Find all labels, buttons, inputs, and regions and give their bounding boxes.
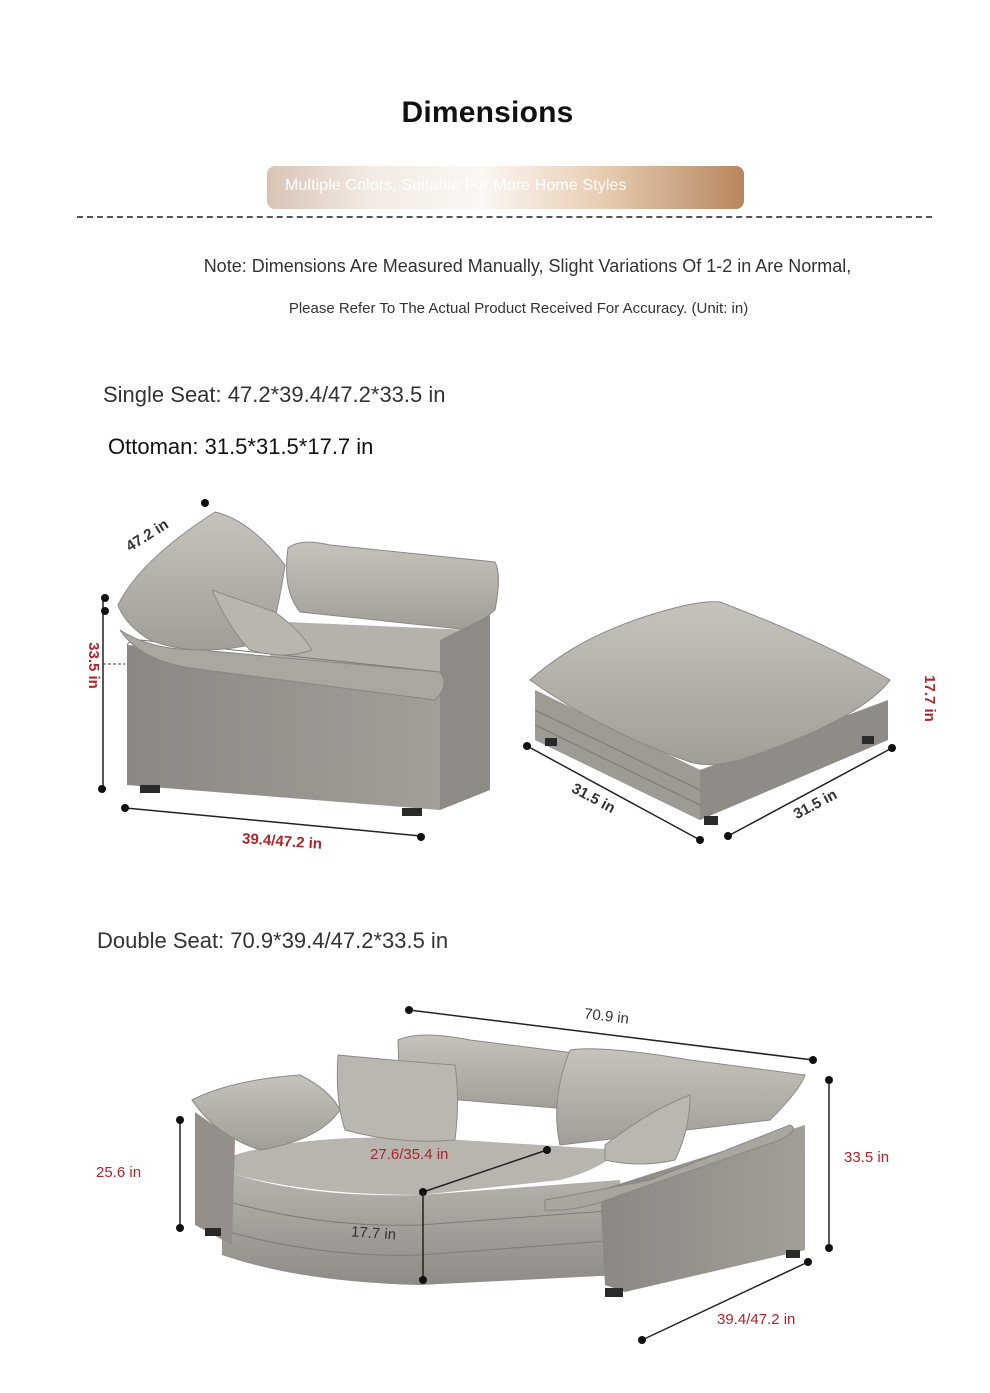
double-seat-spec: Double Seat: 70.9*39.4/47.2*33.5 in xyxy=(97,928,449,953)
single-seat-illustration xyxy=(98,499,499,841)
page-title: Dimensions xyxy=(401,96,574,129)
single-seat-depth-label: 47.2 in xyxy=(123,515,172,556)
double-seat-seat-depth-label: 27.6/35.4 in xyxy=(370,1146,449,1163)
ottoman-height-label: 17.7 in xyxy=(920,675,938,722)
note-line-2: Please Refer To The Actual Product Received For Accuracy. (Unit: in) xyxy=(288,300,749,317)
ottoman-illustration xyxy=(523,602,896,844)
note-line-1: Note: Dimensions Are Measured Manually, Slight Variations Of 1-2 in Are Normal, xyxy=(203,256,852,276)
single-seat-spec: Single Seat: 47.2*39.4/47.2*33.5 in xyxy=(103,382,446,407)
single-seat-width-label: 39.4/47.2 in xyxy=(241,830,323,853)
double-seat-width-label: 70.9 in xyxy=(583,1005,630,1028)
ottoman-right-label: 31.5 in xyxy=(790,786,840,823)
single-seat-height-label: 33.5 in xyxy=(84,642,102,689)
double-seat-height-label: 33.5 in xyxy=(844,1149,890,1166)
ottoman-left-label: 31.5 in xyxy=(568,780,618,817)
double-seat-depth-label: 39.4/47.2 in xyxy=(717,1311,796,1328)
banner-text: Multiple Colors, Suitable For More Home Styles xyxy=(285,177,627,194)
double-seat-illustration xyxy=(176,1006,833,1344)
double-seat-arm-height-label: 25.6 in xyxy=(96,1164,142,1181)
ottoman-spec: Ottoman: 31.5*31.5*17.7 in xyxy=(108,434,374,459)
double-seat-seat-height-label: 17.7 in xyxy=(350,1223,397,1244)
